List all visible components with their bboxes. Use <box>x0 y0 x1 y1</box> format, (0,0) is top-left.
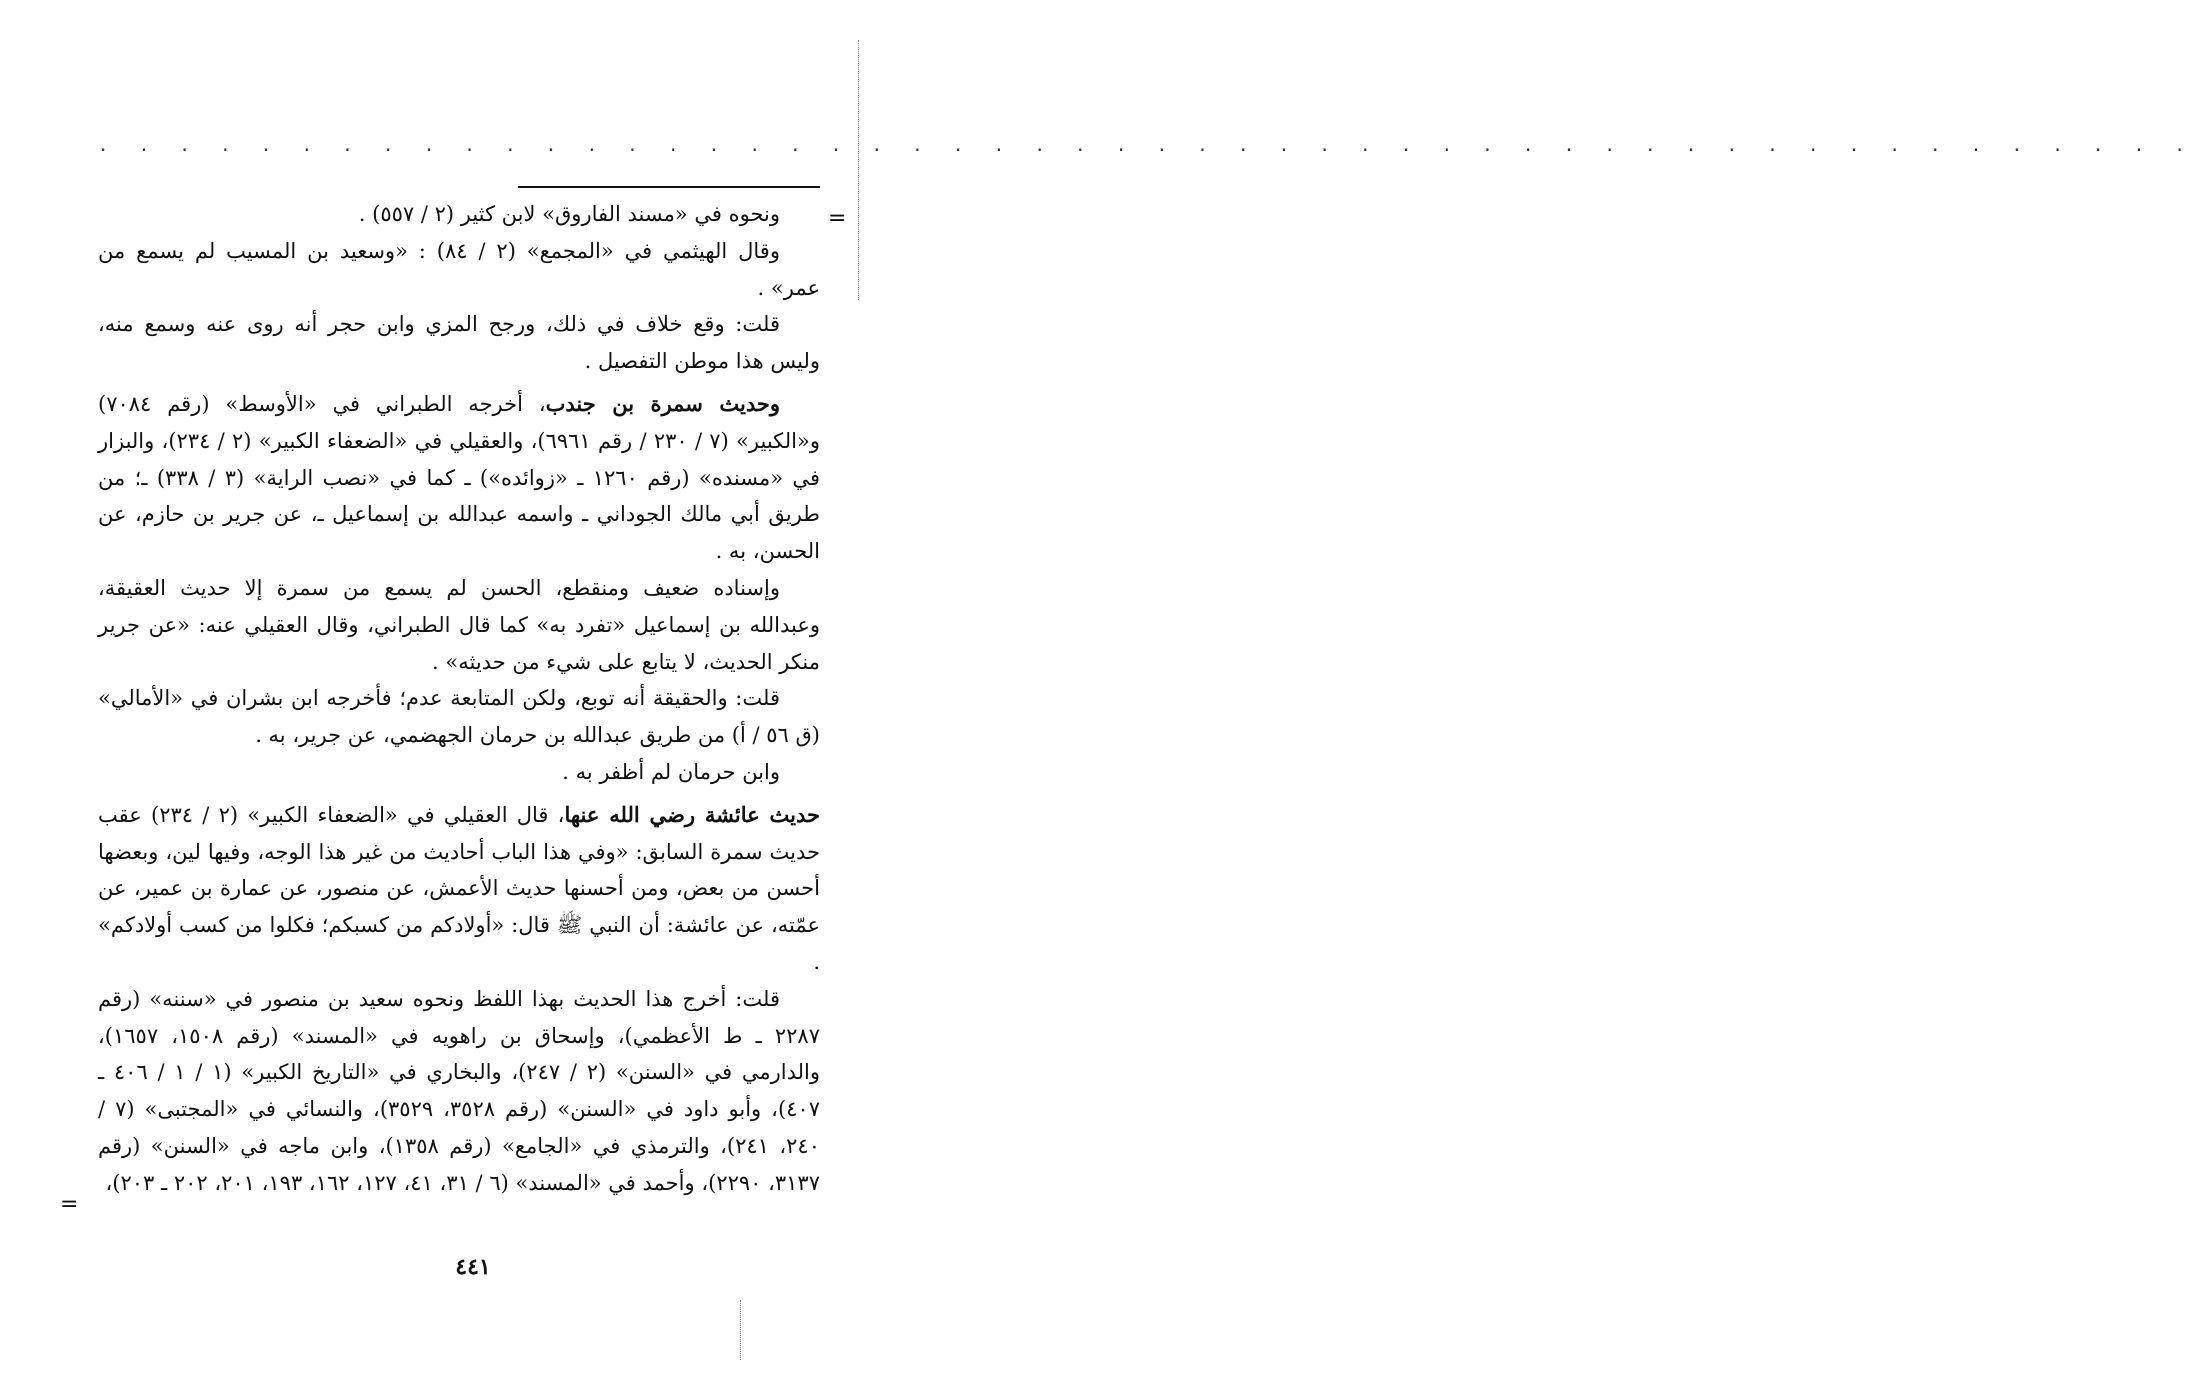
paragraph-text: ونحوه في «مسند الفاروق» لابن كثير (٢ / ٥٥٧) . <box>358 202 780 226</box>
paragraph-text: قلت: أخرج هذا الحديث بهذا اللفظ ونحوه سعيد بن منصور في «سننه» (رقم ٢٢٨٧ ـ ط الأعظمي)، وإسحاق بن راهويه في «المسند» (رقم ١٥٠٨، ١٦٥٧)، والدارمي في «السنن» (٢ / ٢٤٧)، والبخاري في «التاريخ الكبير» (١ / ١ / ٤٠٦ ـ ٤٠٧)، وأبو داود في «السنن» (رقم ٣٥٢٨، ٣٥٢٩)، والنسائي في «المجتبى» (٧ / ٢٤٠، ٢٤١)، والترمذي في «الجامع» (رقم ١٣٥٨)، وابن ماجه في «السنن» (رقم ٣١٣٧، ٢٢٩٠)، وأحمد في «المسند» (٦ / ٣١، ٤١، ١٢٧، ١٦٢، ١٩٣، ٢٠١، ٢٠٢ ـ ٢٠٣)، <box>98 986 821 1195</box>
paragraph <box>98 196 820 233</box>
dot-leader: . . . . . . . . . . . . . . . . . . . . . . . . . . . . . . . . . . . . . . . . . . . . . . . . . . . . <box>100 132 2197 156</box>
paragraph <box>98 233 820 307</box>
paragraph <box>98 570 820 680</box>
paragraph <box>98 981 820 1202</box>
paragraph-text: ، أخرجه الطبراني في «الأوسط» (رقم ٧٠٨٤) و«الكبير» (٧ / ٢٣٠ / رقم ٦٩٦١)، والعقيلي في «الضعفاء الكبير» (٢ / ٢٣٤)، والبزار في «مسنده» (رقم ١٢٦٠ ـ «زوائده») ـ كما في «نصب الراية» (٣ / ٣٣٨) ـ؛ من طريق أبي مالك الجوداني ـ واسمه عبدالله بن إسماعيل ـ، عن جرير بن حازم، عن الحسن، به . <box>98 391 820 564</box>
continuation-marker-bottom: = <box>60 1192 79 1217</box>
paragraph-text: وابن حرمان لم أظفر به . <box>562 759 780 784</box>
paragraph <box>98 386 820 570</box>
margin-dotted-line-bottom <box>740 1300 742 1360</box>
paragraph <box>98 306 820 380</box>
page-number: ٤٤١ <box>455 1254 491 1280</box>
paragraph <box>98 797 820 981</box>
paragraph <box>98 754 820 791</box>
paragraph-text: قلت: وقع خلاف في ذلك، ورجح المزي وابن حجر أنه روى عنه وسمع منه، وليس هذا موطن التفصيل . <box>98 312 820 374</box>
paragraph-text: وقال الهيثمي في «المجمع» (٢ / ٨٤) : «وسعيد بن المسيب لم يسمع من عمر» . <box>98 238 820 300</box>
bold-lead: حديث عائشة رضي الله عنها <box>564 801 820 827</box>
footnote-body <box>98 196 820 1202</box>
footnote-rule <box>518 186 820 188</box>
paragraph <box>98 680 820 754</box>
continuation-marker-top: = <box>828 206 847 231</box>
margin-dotted-line <box>858 40 860 300</box>
paragraph-text: قلت: والحقيقة أنه توبع، ولكن المتابعة عدم؛ فأخرجه ابن بشران في «الأمالي» (ق ٥٦ / أ) من طريق عبدالله بن حرمان الجهضمي، عن جرير، به . <box>98 686 820 748</box>
bold-lead: وحديث سمرة بن جندب <box>545 390 781 416</box>
paragraph-text: ، قال العقيلي في «الضعفاء الكبير» (٢ / ٢٣٤) عقب حديث سمرة السابق: «وفي هذا الباب أحاديث من غير هذا الوجه، وفيها لين، وبعضها أحسن من بعض، ومن أحسنها حديث الأعمش، عن منصور، عن عمارة بن عمير، عن عمّته، عن عائشة: أن النبي ﷺ قال: «أولادكم من كسبكم؛ فكلوا من كسب أولادكم» . <box>98 802 820 974</box>
paragraph-text: وإسناده ضعيف ومنقطع، الحسن لم يسمع من سمرة إلا حديث العقيقة، وعبدالله بن إسماعيل «تفرد به» كما قال الطبراني، وقال العقيلي عنه: «عن جرير منكر الحديث، لا يتابع على شيء من حديثه» . <box>98 575 820 674</box>
